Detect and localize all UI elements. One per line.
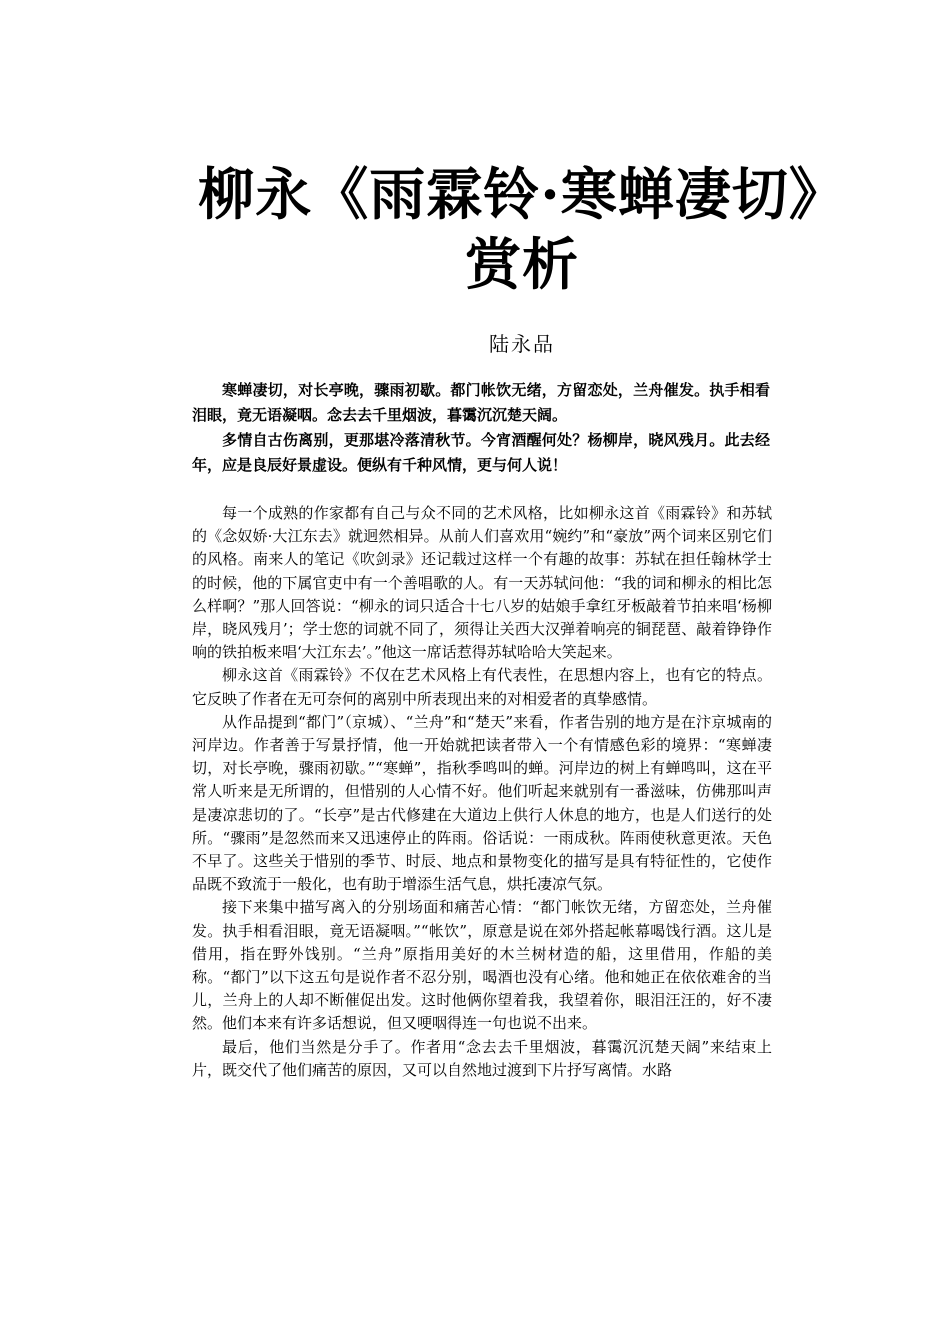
poem-text — [192, 378, 770, 478]
essay-paragraph: 从作品提到“都门”（京城）、“兰舟”和“楚天”来看，作者告别的地方是在汴京城南的河岸边。作者善于写景抒情，他一开始就把读者带入一个有情感色彩的境界：“寒蝉凄切，对长亭晚，骤雨初歇。”“寒蝉”，指秋季鸣叫的蝉。河岸边的树上有蝉鸣叫，这在平常人听来是无所谓的，但惜别的人心情不好。他们听起来就别有一番滋味，仿佛那叫声是凄凉悲切的了。“长亭”是古代修建在大道边上供行人休息的地方，也是人们送行的处所。“骤雨”是忽然而来又迅速停止的阵雨。俗话说：一雨成秋。阵雨使秋意更浓。天色不早了。这些关于惜别的季节、时辰、地点和景物变化的描写是具有特征性的，它使作品既不致流于一般化，也有助于增添生活气息，烘托凄凉气氛。 — [192, 712, 772, 894]
essay-paragraph: 最后，他们当然是分手了。作者用“念去去千里烟波，暮霭沉沉楚天阔”来结束上片，既交代了他们痛苦的原因，又可以自然地过渡到下片抒写离情。水路 — [192, 1037, 772, 1079]
author-name: 陆永品 — [489, 332, 555, 356]
poem-stanza-1: 寒蝉凄切，对长亭晚，骤雨初歇。都门帐饮无绪，方留恋处，兰舟催发。执手相看泪眼，竟无语凝咽。念去去千里烟波，暮霭沉沉楚天阔。 — [192, 381, 770, 424]
essay-paragraph: 柳永这首《雨霖铃》不仅在艺术风格上有代表性，在思想内容上，也有它的特点。它反映了作者在无可奈何的离别中所表现出来的对相爱者的真挚感情。 — [192, 666, 772, 708]
essay-paragraph: 每一个成熟的作家都有自己与众不同的艺术风格，比如柳永这首《雨霖铃》和苏轼的《念奴娇·大江东去》就迥然相异。从前人们喜欢用“婉约”和“豪放”两个词来区别它们的风格。南来人的笔记《吹剑录》还记载过这样一个有趣的故事：苏轼在担任翰林学士的时候，他的下属官吏中有一个善唱歌的人。有一天苏轼问他：“我的词和柳永的相比怎么样啊？”那人回答说：“柳永的词只适合十七八岁的姑娘手拿红牙板敲着节拍来唱‘杨柳岸，晓风残月’；学士您的词就不同了，须得让关西大汉弹着响亮的铜琵琶、敲着铮铮作响的铁拍板来唱‘大江东去’。”他这一席话惹得苏轼哈哈大笑起来。 — [192, 504, 772, 662]
essay-body — [192, 502, 772, 1082]
essay-paragraph: 接下来集中描写离入的分别场面和痛苦心情：“都门帐饮无绪，方留恋处，兰舟催发。执手相看泪眼，竟无语凝咽。”“帐饮”，原意是说在郊外搭起帐幕喝饯行酒。这儿是借用，指在野外饯别。“兰舟”原指用美好的木兰树材造的船，这里借用，作船的美称。“都门”以下这五句是说作者不忍分别，喝酒也没有心绪。他和她正在依依难舍的当儿，兰舟上的人却不断催促出发。这时他俩你望着我，我望着你，眼泪汪汪的，好不凄然。他们本来有许多话想说，但又哽咽得连一句也说不出来。 — [192, 898, 772, 1033]
page-title: 柳永《雨霖铃·寒蝉凄切》赏析 — [198, 162, 846, 298]
poem-stanza-2: 多情自古伤离别，更那堪冷落清秋节。今宵酒醒何处？杨柳岸，晓风残月。此去经年，应是良辰好景虚设。便纵有千种风情，更与何人说！ — [192, 431, 770, 474]
